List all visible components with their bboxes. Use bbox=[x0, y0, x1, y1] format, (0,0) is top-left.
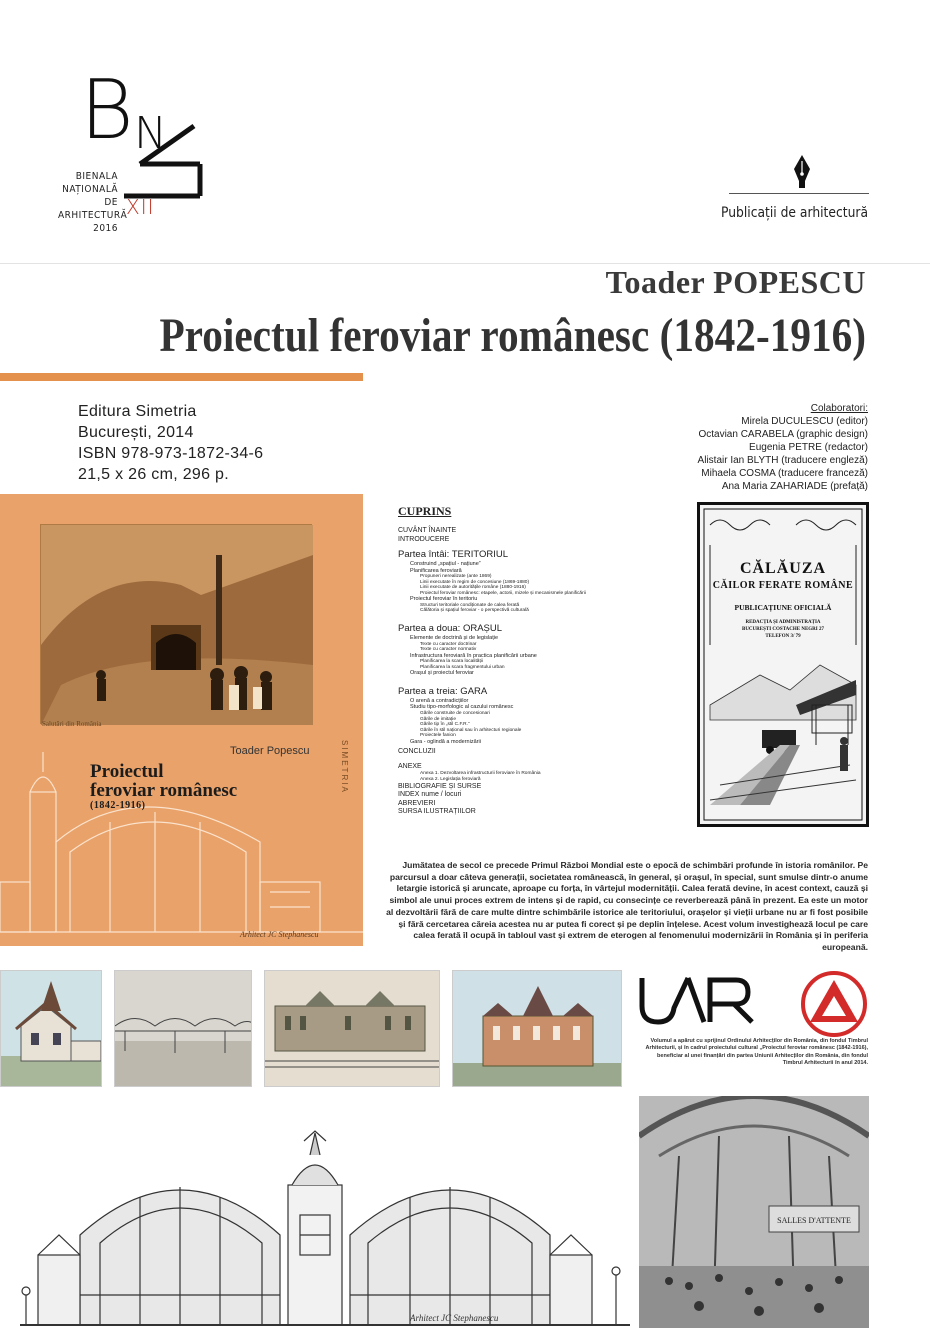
cover-spine-label: SIMETRIA bbox=[340, 740, 349, 794]
cover-title-line: feroviar românesc bbox=[90, 780, 238, 801]
bna-logo bbox=[0, 0, 235, 262]
toc-item: Planificarea feroviară bbox=[410, 567, 462, 574]
bridge-photo bbox=[114, 970, 252, 1087]
toc-item: Texte cu caracter normativ bbox=[420, 647, 477, 653]
toc-item: Studiu tipo-morfologic al cazului românesc bbox=[410, 704, 514, 711]
bna-line: ARHITECTURĂ bbox=[58, 210, 128, 221]
toc-item: SURSA ILUSTRAȚIILOR bbox=[398, 808, 476, 816]
collaborator: Eugenia PETRE (redactor) bbox=[749, 442, 868, 453]
toc-item: Gările în stil național sau în arhitecturi regionale bbox=[420, 727, 522, 733]
toc-item: Gările construite de concesionari bbox=[420, 710, 490, 716]
postcard-caption: Salutări din România bbox=[42, 720, 102, 728]
interior-photo-illustration bbox=[639, 1096, 869, 1328]
toc-item: Construind „spațiul - națiune” bbox=[410, 561, 481, 567]
oar-logo-icon bbox=[800, 970, 868, 1038]
toc-item: O arenă a contradicțiilor bbox=[410, 697, 469, 704]
toc-item: ANEXE bbox=[398, 762, 422, 770]
author-name: Toader POPESCU bbox=[605, 264, 866, 300]
toc-item: BIBLIOGRAFIE ȘI SURSE bbox=[398, 782, 482, 790]
toc-item: Gările de imitație bbox=[420, 716, 456, 722]
bridge-photo-illustration bbox=[115, 971, 252, 1087]
toc-item: Planificarea la scara localității bbox=[420, 659, 483, 665]
collaborators-title: Colaboratori: bbox=[810, 403, 868, 414]
toc-item: INDEX nume / locuri bbox=[398, 791, 462, 799]
station-photo-3-illustration bbox=[453, 971, 622, 1087]
toc-item: Gările tip în „stil C.F.R.” bbox=[420, 722, 470, 728]
collaborator: Alistair Ian BLYTH (traducere engleză) bbox=[697, 455, 868, 466]
calauza-line: BUCUREȘTI COSTACHE NEGRI 27 bbox=[741, 627, 824, 632]
bna-line: 2016 bbox=[93, 223, 118, 234]
book-format: 21,5 x 26 cm, 296 p. bbox=[78, 466, 229, 483]
place-year: București, 2014 bbox=[78, 424, 194, 441]
collaborator: Mirela DUCULESCU (editor) bbox=[741, 416, 868, 427]
calauza-title bbox=[700, 560, 866, 639]
book-title: Proiectul feroviar românesc (1842-1916) bbox=[159, 309, 867, 362]
cover-title-line: Proiectul bbox=[90, 761, 164, 782]
toc-item: Propuneri nerealizate (ante 1869) bbox=[420, 574, 492, 579]
section-rule bbox=[729, 193, 869, 194]
toc-item: Planificarea la scara fragmentului urban bbox=[420, 664, 505, 670]
calauza-line: CĂILOR FERATE ROMÂNE bbox=[712, 580, 854, 591]
toc-item: Infrastructura feroviară în practica planificării urbane bbox=[410, 652, 537, 659]
toc-item: Structuri teritoriale condiționate de calea ferată bbox=[420, 602, 520, 608]
toc-item: ABREVIERI bbox=[398, 799, 436, 807]
station-interior-photo bbox=[639, 1096, 869, 1328]
toc-part-title: Partea a doua: ORAȘUL bbox=[398, 623, 503, 635]
toc-item: CUVÂNT ÎNAINTE bbox=[398, 527, 457, 534]
bna-line: DE bbox=[104, 197, 118, 208]
toc-item: Orașul și proiectul feroviar bbox=[410, 670, 474, 677]
calauza-cover bbox=[697, 502, 869, 827]
toc-item: Gara - oglindă a modernizării bbox=[410, 738, 481, 745]
svg-text:Arhitect JC Stephanescu: Arhitect JC Stephanescu bbox=[410, 1313, 499, 1323]
collaborator: Ana Maria ZAHARIADE (prefață) bbox=[721, 481, 868, 492]
svg-text:Arhitect JC Stephanescu: Arhitect JC Stephanescu bbox=[240, 930, 319, 939]
table-of-contents bbox=[398, 504, 648, 817]
toc-item: INTRODUCERE bbox=[398, 535, 450, 543]
fountain-pen-icon bbox=[793, 155, 811, 189]
collaborators bbox=[560, 402, 868, 493]
toc-title: CUPRINS bbox=[398, 504, 452, 518]
publisher: Editura Simetria bbox=[78, 403, 197, 420]
toc-part-title: Partea a treia: GARA bbox=[398, 685, 488, 697]
bna-logo-text bbox=[58, 170, 128, 235]
calauza-line: CĂLĂUZA bbox=[739, 560, 827, 577]
cover-title bbox=[90, 762, 237, 800]
bna-line: NAȚIONALĂ bbox=[62, 184, 118, 195]
bna-edition: XII bbox=[126, 195, 155, 219]
calauza-illustration bbox=[700, 505, 866, 824]
book-description: Jumătatea de secol ce precede Primul Război Mondial este o epocă de schimbări profunde în istoria românilor. Pe parcursul a doar câteva generații, societatea românească, în general, și orașul, în special, sunt smulse dintr-o anume letargie istorică și aruncate, aproape cu forța, în vârtejul modernității. Calea ferată devine, în acest context, cauză și simbol ale unui proces extrem de intens și de rapid, cu consecințe ce reverberează până în prezent. Ea este un motor al dezvoltării fără de care multe dintre schimbările istorice ale teritoriului, orașelor și vieții urbane nu ar fi fost posibile și fără cercetarea căreia acestea nu ar putea fi corect și pe deplin înțelese. Acest volum investighează locul pe care calea ferată îl ocupă în tabloul vast și extrem de eterogen al fenomenului modernizării în România și în periferia europeană. bbox=[386, 860, 868, 952]
support-note: Volumul a apărut cu sprijinul Ordinului Arhitecților din România, din fondul Timbrul Arhitecturii, și în cadrul proiectului cultural „Proiectul feroviar românesc (1842-1916), beneficiar al unei finanțări din partea Uniunii Arhitecților din România, din fondul Timbrul Arhitecturii în anul 2014. bbox=[645, 1038, 868, 1067]
calauza-line: REDACȚIA ȘI ADMINISTRAȚIA bbox=[745, 620, 821, 625]
publication-info bbox=[78, 401, 263, 485]
toc-item: Linii executate de autoritățile române (1880-1916) bbox=[420, 585, 526, 591]
calauza-line: TELEFON 3/ 79 bbox=[765, 634, 801, 639]
toc-item: Proiectul feroviar în teritoriu bbox=[410, 596, 478, 603]
station-photo-2-illustration bbox=[265, 971, 440, 1087]
cover-postcard-photo bbox=[40, 524, 312, 724]
postcard-illustration bbox=[41, 525, 313, 725]
toc-item: Linii executate în regim de concesiune (1869-1880) bbox=[420, 579, 530, 585]
cover-author: Toader Popescu bbox=[230, 745, 310, 757]
bna-line: BIENALA bbox=[75, 171, 118, 182]
bna-letter-b: B bbox=[80, 63, 134, 158]
book-cover bbox=[0, 494, 363, 946]
toc-item: Elemente de doctrină și de legislație bbox=[410, 635, 499, 642]
cover-years: (1842-1916) bbox=[90, 800, 146, 811]
bna-letter-a-icon bbox=[118, 120, 204, 200]
toc-item: Călătoria și spațiul feroviar - o perspectivă culturală bbox=[420, 608, 529, 614]
uar-logo-icon bbox=[638, 970, 758, 1030]
station-photo-2 bbox=[264, 970, 440, 1087]
section-label: Publicații de arhitectură bbox=[721, 205, 868, 221]
toc-item: CONCLUZII bbox=[398, 748, 436, 756]
collaborator: Mihaela COSMA (traducere franceză) bbox=[701, 468, 868, 479]
station-facade-drawing bbox=[20, 1125, 630, 1328]
station-photo-1 bbox=[0, 970, 102, 1087]
toc-item: Proiectul feroviar românesc: etapele, actorii, mizele și mecanismele planificării bbox=[420, 590, 586, 596]
toc-item: Texte cu caracter doctrinar bbox=[420, 641, 477, 647]
station-photo-3 bbox=[452, 970, 622, 1087]
calauza-line: PUBLICAȚIUNE OFICIALĂ bbox=[734, 603, 832, 612]
station-photo-illustration bbox=[1, 971, 102, 1087]
bna-letter-n: N bbox=[134, 108, 167, 159]
toc-item: Anexa 1. Dezvoltarea infrastructurii feroviare în România bbox=[420, 771, 541, 777]
toc-part-title: Partea întâi: TERITORIUL bbox=[398, 549, 508, 560]
interior-sign-text: SALLES D'ATTENTE bbox=[777, 1216, 851, 1225]
collaborator: Octavian CARABELA (graphic design) bbox=[698, 429, 868, 440]
toc-item: Proiectele fanion bbox=[420, 733, 456, 739]
isbn: ISBN 978-973-1872-34-6 bbox=[78, 445, 264, 462]
accent-bar bbox=[0, 373, 363, 381]
toc-item: Anexa 2. Legislația feroviară bbox=[420, 777, 481, 782]
